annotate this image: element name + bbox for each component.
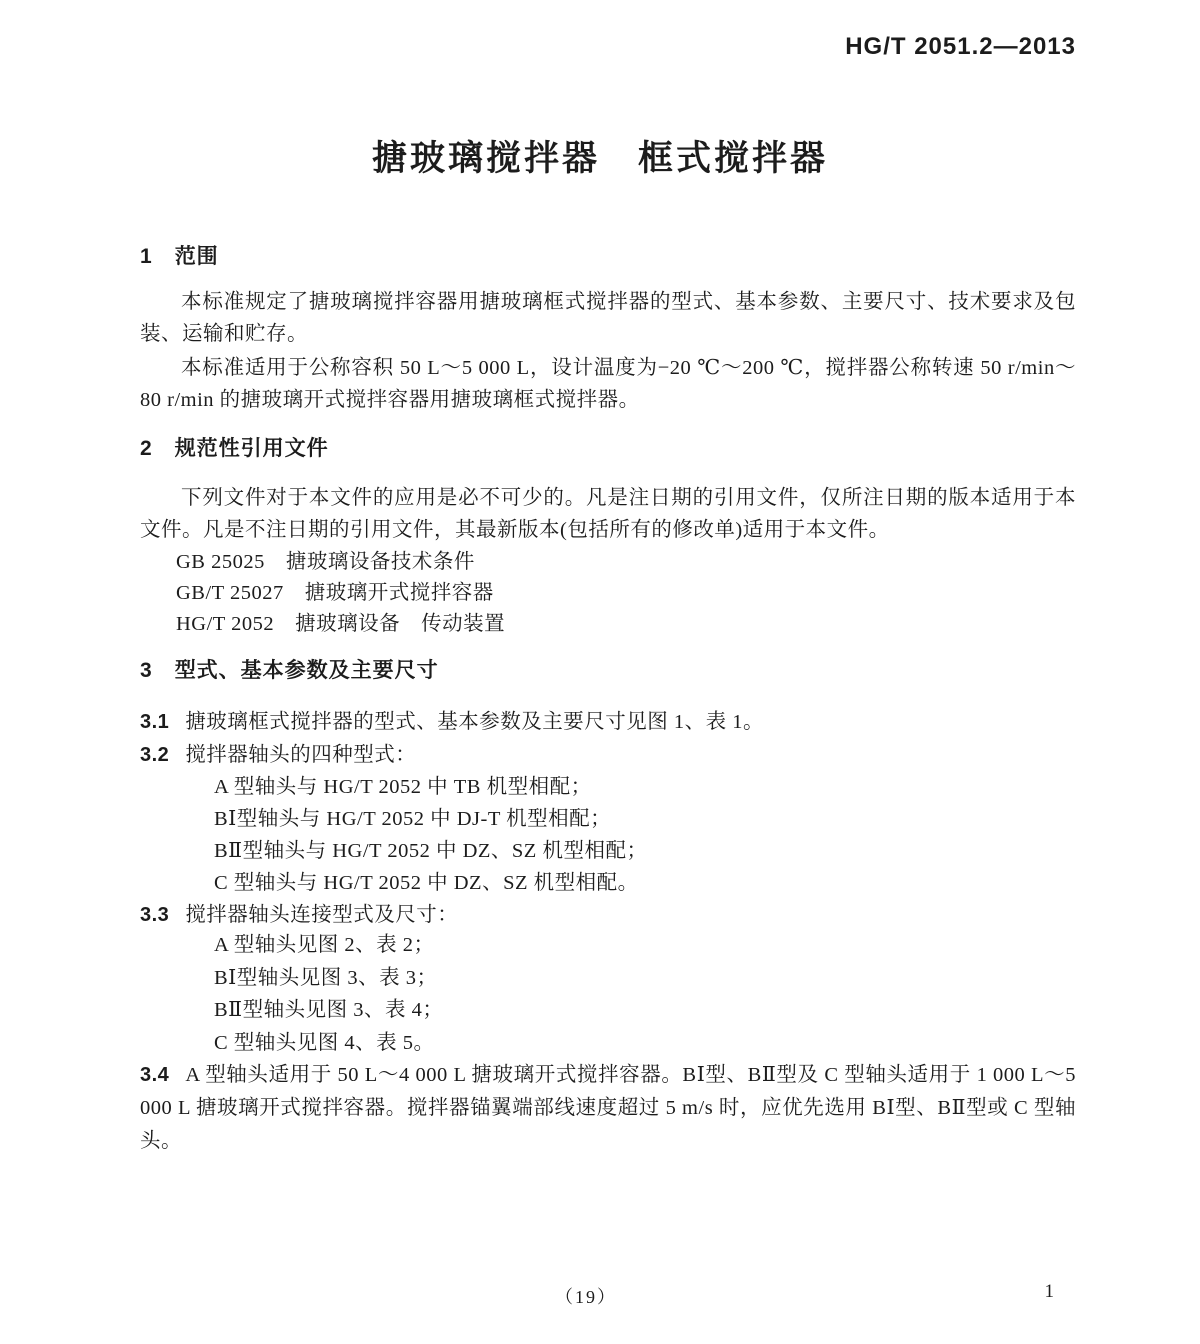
- section-3-heading: [140, 654, 1076, 684]
- section-3-number: 3: [140, 659, 153, 682]
- reference-item: HG/T 2052 搪玻璃设备 传动装置: [176, 613, 506, 635]
- section-2-paragraph-1: 下列文件对于本文件的应用是必不可少的。凡是注日期的引用文件，仅所注日期的版本适用于本文件。凡是不注日期的引用文件，其最新版本(包括所有的修改单)适用于本文件。: [140, 487, 1076, 541]
- section-3-title: 型式、基本参数及主要尺寸: [174, 659, 439, 682]
- reference-item: GB 25025 搪玻璃设备技术条件: [176, 551, 475, 573]
- list-item: BⅠ型轴头与 HG/T 2052 中 DJ-T 机型相配；: [214, 808, 612, 830]
- section-1-heading: [140, 240, 1076, 270]
- page-number: 1: [1044, 1281, 1054, 1302]
- normative-references-list: [140, 547, 1076, 640]
- section-1-title: 范围: [174, 245, 219, 268]
- clause-3-2: [140, 739, 1076, 771]
- section-2-title: 规范性引用文件: [174, 437, 329, 460]
- section-1-paragraph-1: 本标准规定了搪玻璃搅拌容器用搪玻璃框式搅拌器的型式、基本参数、主要尺寸、技术要求及包装、运输和贮存。: [140, 291, 1076, 345]
- list-item: BⅠ型轴头见图 3、表 3；: [214, 966, 438, 989]
- footer-sheet-indicator: （19）: [555, 1287, 617, 1307]
- clause-3-3-item-list: [140, 929, 1076, 1059]
- list-item: BⅡ型轴头与 HG/T 2052 中 DZ、SZ 机型相配；: [214, 840, 648, 862]
- section-2-number: 2: [140, 437, 153, 460]
- standard-number: HG/T 2051.2—2013: [845, 33, 1076, 60]
- clause-3-1: [140, 706, 1076, 738]
- clause-3-3-text: 搅拌器轴头连接型式及尺寸：: [185, 904, 459, 926]
- list-item: A 型轴头与 HG/T 2052 中 TB 机型相配；: [214, 776, 592, 798]
- list-item: BⅡ型轴头见图 3、表 4；: [214, 999, 444, 1021]
- clause-3-2-item-list: [140, 771, 1076, 899]
- list-item: C 型轴头见图 4、表 5。: [214, 1031, 435, 1054]
- clause-3-2-number: 3.2: [140, 744, 170, 766]
- section-1-number: 1: [140, 245, 153, 268]
- clause-3-4-text: A 型轴头适用于 50 L～4 000 L 搪玻璃开式搅拌容器。BⅠ型、BⅡ型及 C 型轴头适用于 1 000 L～5 000 L 搪玻璃开式搅拌容器。搅拌器锚翼端部线速度超过 5 m/s 时，应优先选用 BⅠ型、BⅡ型或 C 型轴头。: [140, 1064, 1076, 1152]
- section-2-heading: [140, 432, 1076, 462]
- clause-3-1-number: 3.1: [140, 711, 170, 733]
- clause-3-2-text: 搅拌器轴头的四种型式：: [185, 744, 417, 766]
- clause-3-3-number: 3.3: [140, 904, 170, 926]
- clause-3-4: [140, 1059, 1076, 1158]
- clause-3-4-number: 3.4: [140, 1064, 170, 1086]
- list-item: A 型轴头见图 2、表 2；: [214, 934, 435, 956]
- reference-item: GB/T 25027 搪玻璃开式搅拌容器: [176, 582, 494, 604]
- clause-3-3: [140, 899, 1076, 931]
- clause-3-1-text: 搪玻璃框式搅拌器的型式、基本参数及主要尺寸见图 1、表 1。: [185, 711, 765, 733]
- document-title: 搪玻璃搅拌器 框式搅拌器: [371, 139, 828, 178]
- list-item: C 型轴头与 HG/T 2052 中 DZ、SZ 机型相配。: [214, 872, 639, 894]
- section-1-paragraph-2: 本标准适用于公称容积 50 L～5 000 L，设计温度为−20 ℃～200 ℃，搅拌器公称转速 50 r/min～80 r/min 的搪玻璃开式搅拌容器用搪玻璃框式搅拌器。: [140, 357, 1076, 411]
